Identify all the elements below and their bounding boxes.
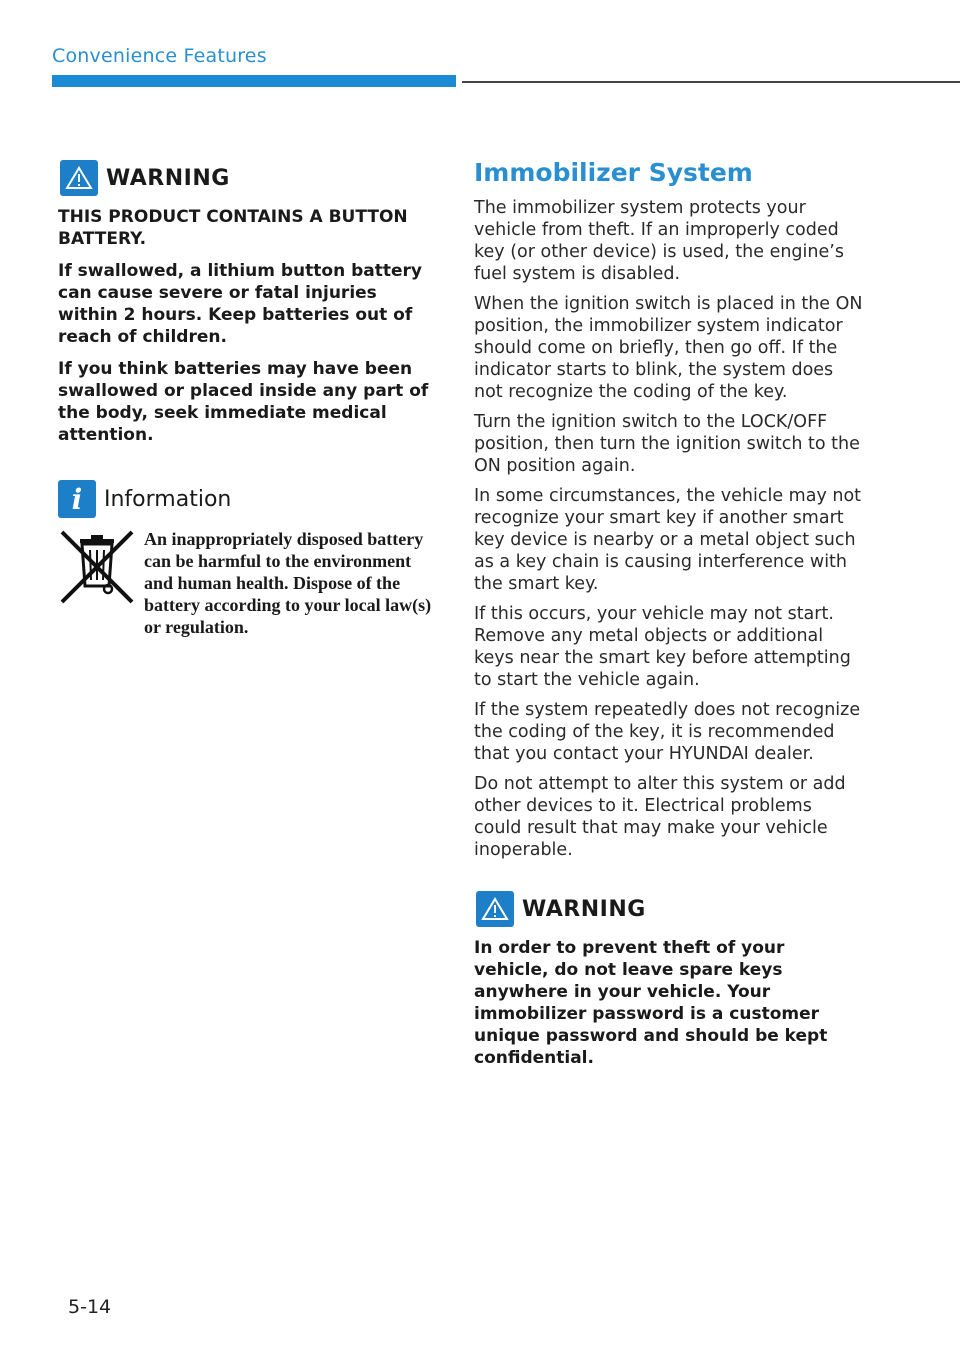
warning-triangle-icon xyxy=(476,891,514,927)
right-column xyxy=(474,158,864,1069)
battery-warning-box xyxy=(58,160,438,446)
warning-paragraph: THIS PRODUCT CONTAINS A BUTTON BATTERY. xyxy=(58,207,408,249)
header-accent-bar xyxy=(52,75,456,87)
information-body xyxy=(58,526,438,638)
page-number: 5-14 xyxy=(68,1296,112,1318)
information-heading xyxy=(58,480,438,518)
warning-paragraph: If you think batteries may have been swallowed or placed inside any part of the body, seek immediate medical attention. xyxy=(58,359,429,445)
warning-heading xyxy=(476,891,864,927)
warning-label: WARNING xyxy=(106,165,230,191)
left-column xyxy=(58,160,438,638)
warning-body xyxy=(58,206,438,446)
body-paragraph: Do not attempt to alter this system or add other devices to it. Electrical problems could result that may make your vehicle inoperable. xyxy=(474,774,846,860)
body-paragraph: If this occurs, your vehicle may not start. Remove any metal objects or additional keys near the smart key before attempting to start the vehicle again. xyxy=(474,604,851,690)
info-icon: i xyxy=(58,480,96,518)
theft-warning-box xyxy=(474,891,864,1069)
crossed-out-bin-icon xyxy=(58,526,136,604)
body-paragraph: When the ignition switch is placed in the ON position, the immobilizer system indicator should come on briefly, then go off. If the indicator starts to blink, the system does not recognize the coding of the key. xyxy=(474,294,863,402)
body-paragraph: Turn the ignition switch to the LOCK/OFF position, then turn the ignition switch to the ON position again. xyxy=(474,412,860,476)
section-header-title: Convenience Features xyxy=(52,45,267,67)
warning-heading xyxy=(60,160,438,196)
information-box xyxy=(58,480,438,638)
warning-paragraph: If swallowed, a lithium button battery can cause severe or fatal injuries within 2 hours. Keep batteries out of reach of children. xyxy=(58,261,422,347)
information-text: An inappropriately disposed battery can be harmful to the environment and human health. Dispose of the battery according to your local law(s) or regulation. xyxy=(144,529,432,637)
warning-body xyxy=(474,937,864,1069)
information-label: Information xyxy=(104,486,232,512)
warning-label: WARNING xyxy=(522,896,646,922)
header-rule xyxy=(462,81,960,83)
warning-triangle-icon xyxy=(60,160,98,196)
body-paragraph: In some circumstances, the vehicle may not recognize your smart key if another smart key device is nearby or a metal object such as a key chain is causing interference with the smart key. xyxy=(474,486,862,594)
immobilizer-title: Immobilizer System xyxy=(474,158,753,187)
body-paragraph: The immobilizer system protects your vehicle from theft. If an improperly coded key (or other device) is used, the engine’s fuel system is disabled. xyxy=(474,198,844,284)
warning-paragraph: In order to prevent theft of your vehicle, do not leave spare keys anywhere in your vehicle. Your immobilizer password is a customer unique password and should be kept confidential. xyxy=(474,938,828,1068)
body-paragraph: If the system repeatedly does not recognize the coding of the key, it is recommended that you contact your HYUNDAI dealer. xyxy=(474,700,861,764)
